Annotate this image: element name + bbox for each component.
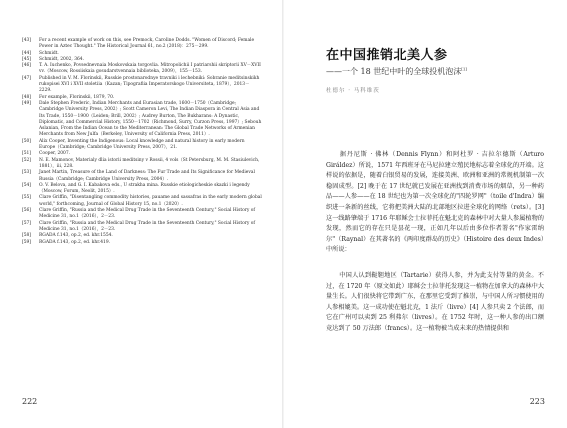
endnote-number: [56] <box>22 208 32 214</box>
endnote-number: [50] <box>22 138 32 144</box>
endnote-text: For a recent example of work on this, see Premock, Caroline Dodds. "Women of Discord; Female Power in Aztec Thought." The Historical Journal 61, no.2 (2018)：275－299. <box>39 38 255 50</box>
endnote-number: [58] <box>22 233 32 239</box>
endnote-number: [51] <box>22 151 32 157</box>
page-number-right: 223 <box>529 397 545 406</box>
endnote-text: For example, Florinskii, 1879, 70. <box>39 94 115 100</box>
right-page <box>284 0 567 428</box>
endnote-number: [44] <box>22 50 32 56</box>
endnote-number: [52] <box>22 157 32 163</box>
endnote-item <box>22 158 262 171</box>
endnote-item <box>22 63 262 76</box>
endnotes-list <box>22 38 262 246</box>
paragraph-1-text: 据丹尼斯 · 佛林（Dennis Flynn）和阿杜罗 · 吉拉尔德斯（Arturo Giráldez）所说，1571 年西班牙在马尼拉建立殖民地标志着全球化的开端。这样说的依据是，随着白银贸易的发展，连接美洲、欧洲和亚洲的常规机制第一次稳固成型。[2] 晚于在 17 世纪就已发展在亚洲找到消费市场的烟草，另一种药品——人参——在 18 世纪也为第一次全球化的"四轮罗网"（toile d'Indra）编织进一条新的丝线，它将把美洲大陆的北部地区拉进全球化的网络（rets）。[3] 这一线路肇端于 1716 年耶稣会士拉菲托在魁北克的森林中对大量人参属植物的发现，然而它的存在只是昙花一现，正如几年以后由多位作者署名"作家雷纳尔"（Raynal）在其著名的《两印度群岛的历史》（Histoire des deux Indes）中所说： <box>326 151 544 254</box>
endnote-item <box>22 38 262 51</box>
endnote-text: Dale Stephen Frederic, Indian Merchants and Eurasian trade, 1600－1750（Cambridge; Cambridge University Press, 2002）; Scott Cameron Levi, The Indian Diaspora in Central Asia and Its Trade, 1550－1900（Leiden; Brill, 2002）; Audrey Burton, The Bukharans: A Dynastic, Diplomatic, and Commercial History, 1550－1702（Richmond, Surry, Curzon Press, 1997）; Sebouh Aslanian, From the Indian Ocean to the Mediterranean: The Global Trade Networks of Armenian Merchants from New Julfa（Berkeley, University of California Press, 2011）. <box>39 100 262 138</box>
block-quote <box>326 271 544 335</box>
endnote-number: [49] <box>22 100 32 106</box>
endnote-text: O. V. Belova, and G. I. Kabakova eds., U strakha mina. Russkie etiologicheskie skazki i legendy（Moscow, Forum, Neolit, 2015）. <box>39 182 250 195</box>
endnote-item <box>22 76 262 95</box>
endnote-item <box>22 139 262 152</box>
endnote-text: Alix Cooper, Inventing the Indigenous: Local knowledge and natural history in early modern Europe（Cambridge; Cambridge University Press, 2007），21. <box>39 138 245 151</box>
endnote-number: [43] <box>22 38 32 43</box>
left-page <box>0 0 283 428</box>
endnote-item <box>22 170 262 183</box>
endnote-text: RGADA f.143, op.2, ed. khr.1554. <box>39 233 113 239</box>
quote-text: 中国人认到鞑靼地区（Tartarie）获得人参，并为此支付等量的黄金。不过，在 1720 年（原文如此）耶稣会士拉菲托发现这一植物在加拿大的森林中大量生长。人们很快将它带到广东，在那里它受到了推崇，与中国人所习惯使用的人参相媲美。这一成功使在魁北克，1 法斤（livre）[4] 人参只卖 2 个法郎，而它在广州可以卖到 25 利弗尔（livres）。在 1752 年时，这一种人参的出口额竟达到了 50 万法郎（francs）。这一植物被当成未来的热情提供和 <box>326 272 545 332</box>
endnote-number: [45] <box>22 56 32 62</box>
endnote-number: [55] <box>22 195 32 201</box>
endnote-text: Clare Griffin, "Russia and the Medical Drug Trade in the Seventeenth Century," Social History of Medicine 31, no.1（2016），2－23. <box>39 220 255 232</box>
chapter-title: 在中国推销北美人参 <box>326 48 448 63</box>
endnote-item <box>22 183 262 196</box>
endnote-text: RGADA f.143, op.2, ed. khr.419. <box>39 239 111 245</box>
author-name: 杜德尔 · 马科维茨 <box>326 88 380 94</box>
endnote-text: N. E. Mamonov, Materialy dlia istorii meditsiny v Rossii, 4 vols（St Petersburg, M. M. Stasiulevich, 1881），iii, 228. <box>39 157 260 169</box>
endnote-number: [57] <box>22 220 32 226</box>
endnote-text: T. A. Iuchenko, Povsednevnaia Moskovskaia torgovlia. Mitropolichii I patriarshii skriptorii XV－XVII vv.（Moscow, Rossiiskaia gosudarstvennaia biblioteka, 2009），155－153. <box>39 63 261 75</box>
endnote-item <box>22 208 262 221</box>
subtitle-text: ——一个 18 世纪中叶的全球投机泡沫 <box>326 67 462 76</box>
endnote-number: [47] <box>22 75 32 81</box>
page-number-left: 222 <box>22 397 38 406</box>
endnote-number: [54] <box>22 182 32 188</box>
endnote-text: Janet Martin, Treasure of the Land of Darkness: The Fur Trade and Its Significance for Medieval Russia（Cambridge; Cambridge University Press, 2004）. <box>39 170 255 182</box>
endnote-item <box>22 101 262 139</box>
endnote-text: Clare Griffin, "Russia and the Medical Drug Trade in the Seventeenth Century," Social History of Medicine 31, no.1（2016），2－23. <box>39 208 255 220</box>
endnote-text: Schmidt, 2002, 364. <box>39 56 84 62</box>
endnote-number: [46] <box>22 63 32 69</box>
endnote-number: [53] <box>22 170 32 176</box>
endnote-text: Published in V. M. Florinskii, Russkie prostonarodnye travniki i lechebniki: Sobranie meditsinskikh rukopisei XVI i XVII stoletiia（Kazan; Tipografiia Imperatorskogo Universiteta, 1879），2013－2229. <box>39 75 260 94</box>
endnote-text: Clare Griffin, "Disentangling commodity histories, pauame and sassafras in the early modern global world," forthcoming, Journal of Global History 15, no.1（2020）. <box>39 195 262 207</box>
endnote-item <box>22 240 262 246</box>
body-paragraph-1 <box>326 150 544 256</box>
endnote-item <box>22 195 262 208</box>
chapter-subtitle <box>326 66 467 77</box>
endnote-number: [48] <box>22 94 32 100</box>
endnote-text: Schmidt. <box>39 50 59 56</box>
endnote-item <box>22 221 262 234</box>
subtitle-footnote-marker: [1] <box>461 66 467 72</box>
endnote-text: Cooper, 2007. <box>39 151 71 157</box>
endnote-number: [59] <box>22 239 32 245</box>
